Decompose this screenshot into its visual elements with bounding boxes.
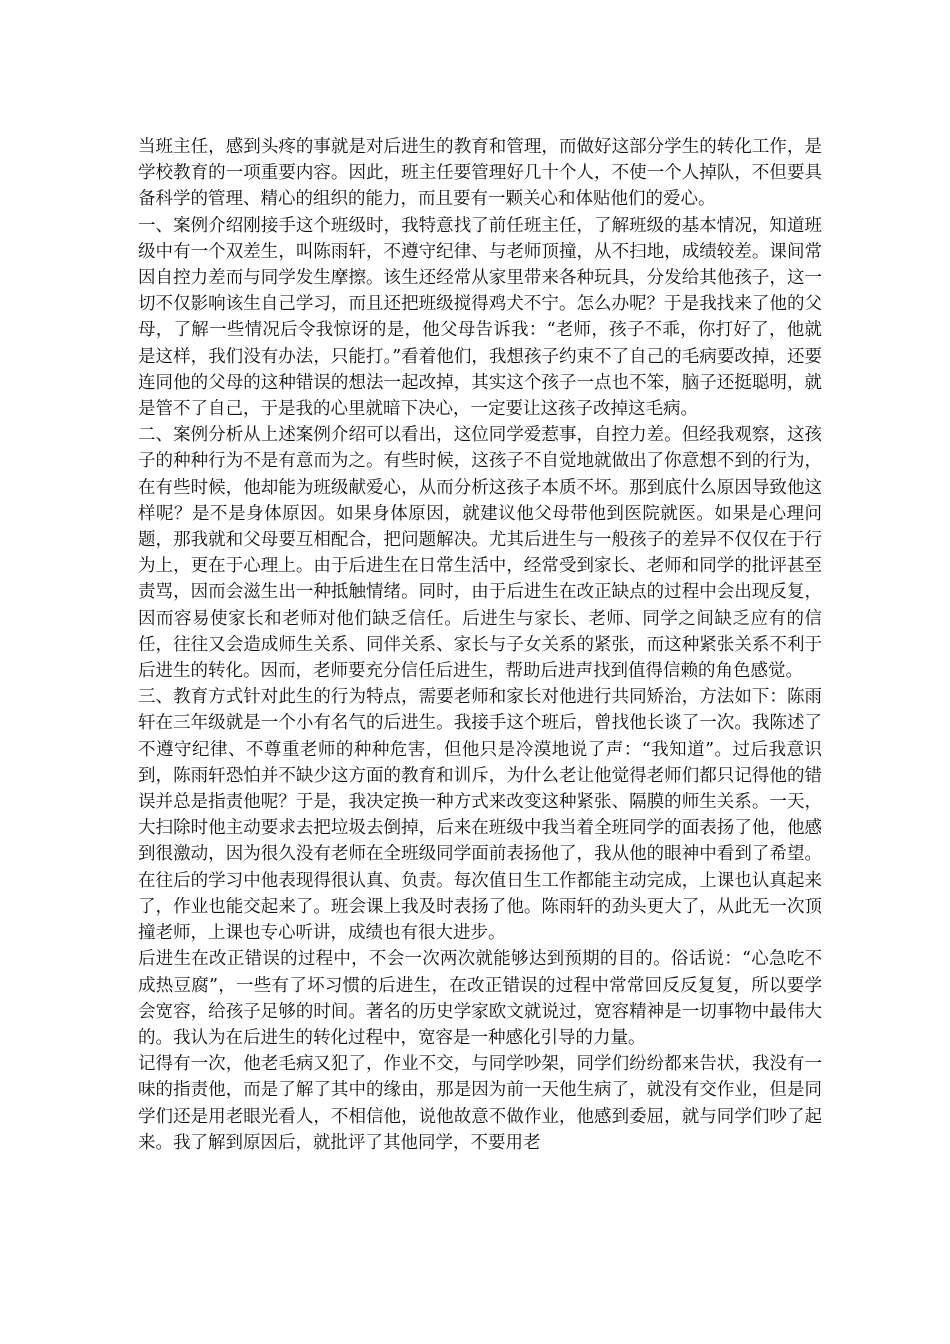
paragraph-education-method: 三、教育方式针对此生的行为特点，需要老师和家长对他进行共同矫治，方法如下：陈雨轩在三年级就是一个小有名气的后进生。我接手这个班后，曾找他长谈了一次。我陈述了不遵守纪律、不尊重老师的种种危害，但他只是冷漠地说了声：“我知道”。过后我意识到，陈雨轩恐怕并不缺少这方面的教育和训斥，为什么老让他觉得老师们都只记得他的错误并总是指责他呢？于是，我决定换一种方式来改变这种紧张、隔膜的师生关系。一天，大扫除时他主动要求去把垃圾去倒掉，后来在班级中我当着全班同学的面表扬了他，他感到很激动，因为很久没有老师在全班级同学面前表扬他了，我从他的眼神中看到了希望。在往后的学习中他表现得很认真、负责。每次值日生工作都能主动完成，上课也认真起来了，作业也能交起来了。班会课上我及时表扬了他。陈雨轩的劲头更大了，从此无一次顶撞老师，上课也专心听讲，成绩也有很大进步。: [138, 687, 822, 944]
paragraph-intro: 当班主任，感到头疼的事就是对后进生的教育和管理，而做好这部分学生的转化工作，是学校教育的一项重要内容。因此，班主任要管理好几十个人，不使一个人掉队，不但要具备科学的管理、精心的组织的能力，而且要有一颗关心和体贴他们的爱心。: [138, 137, 822, 210]
paragraph-case-introduction: 一、案例介绍刚接手这个班级时，我特意找了前任班主任，了解班级的基本情况，知道班级中有一个双差生，叫陈雨轩，不遵守纪律、与老师顶撞，从不扫地，成绩较差。课间常因自控力差而与同学发生摩擦。该生还经常从家里带来各种玩具，分发给其他孩子，这一切不仅影响该生自己学习，而且还把班级搅得鸡犬不宁。怎么办呢？于是我找来了他的父母，了解一些情况后令我惊讶的是，他父母告诉我：“老师，孩子不乖，你打好了，他就是这样，我们没有办法，只能打。”看着他们，我想孩子约束不了自己的毛病要改掉，还要连同他的父母的这种错误的想法一起改掉，其实这个孩子一点也不笨，脑子还挺聪明，就是管不了自己，于是我的心里就暗下决心，一定要让这孩子改掉这毛病。: [138, 215, 822, 420]
paragraph-tolerance: 后进生在改正错误的过程中，不会一次两次就能够达到预期的目的。俗话说：“心急吃不成热豆腐”，一些有了坏习惯的后进生，在改正错误的过程中常常回反反复复，所以要学会宽容，给孩子足够的时间。著名的历史学家欧文就说过，宽容精神是一切事物中最伟大的。我认为在后进生的转化过程中，宽容是一种感化引导的力量。: [138, 949, 822, 1048]
paragraph-case-analysis: 二、案例分析从上述案例介绍可以看出，这位同学爱惹事，自控力差。但经我观察，这孩子的种种行为不是有意而为之。有些时候，这孩子不自觉地就做出了你意想不到的行为，在有些时候，他却能为班级献爱心，从而分析这孩子本质不坏。那到底什么原因导致他这样呢？是不是身体原因。如果身体原因，就建议他父母带他到医院就医。如果是心理问题，那我就和父母要互相配合，把问题解决。尤其后进生与一般孩子的差异不仅仅在于行为上，更在于心理上。由于后进生在日常生活中，经常受到家长、老师和同学的批评甚至责骂，因而会滋生出一种抵触情绪。同时，由于后进生在改正缺点的过程中会出现反复，因而容易使家长和老师对他们缺乏信任。后进生与家长、老师、同学之间缺乏应有的信任，往往又会造成师生关系、同伴关系、家长与子女关系的紧张，而这种紧张关系不利于后进生的转化。因而，老师要充分信任后进生，帮助后进声找到值得信赖的角色感觉。: [138, 425, 822, 682]
document-body: [138, 134, 822, 1156]
paragraph-example: 记得有一次，他老毛病又犯了，作业不交，与同学吵架，同学们纷纷都来告状，我没有一味的指责他，而是了解了其中的缘由，那是因为前一天他生病了，就没有交作业，但是同学们还是用老眼光看人，不相信他，说他故意不做作业，他感到委屈，就与同学们吵了起来。我了解到原因后，就批评了其他同学，不要用老: [138, 1054, 822, 1153]
